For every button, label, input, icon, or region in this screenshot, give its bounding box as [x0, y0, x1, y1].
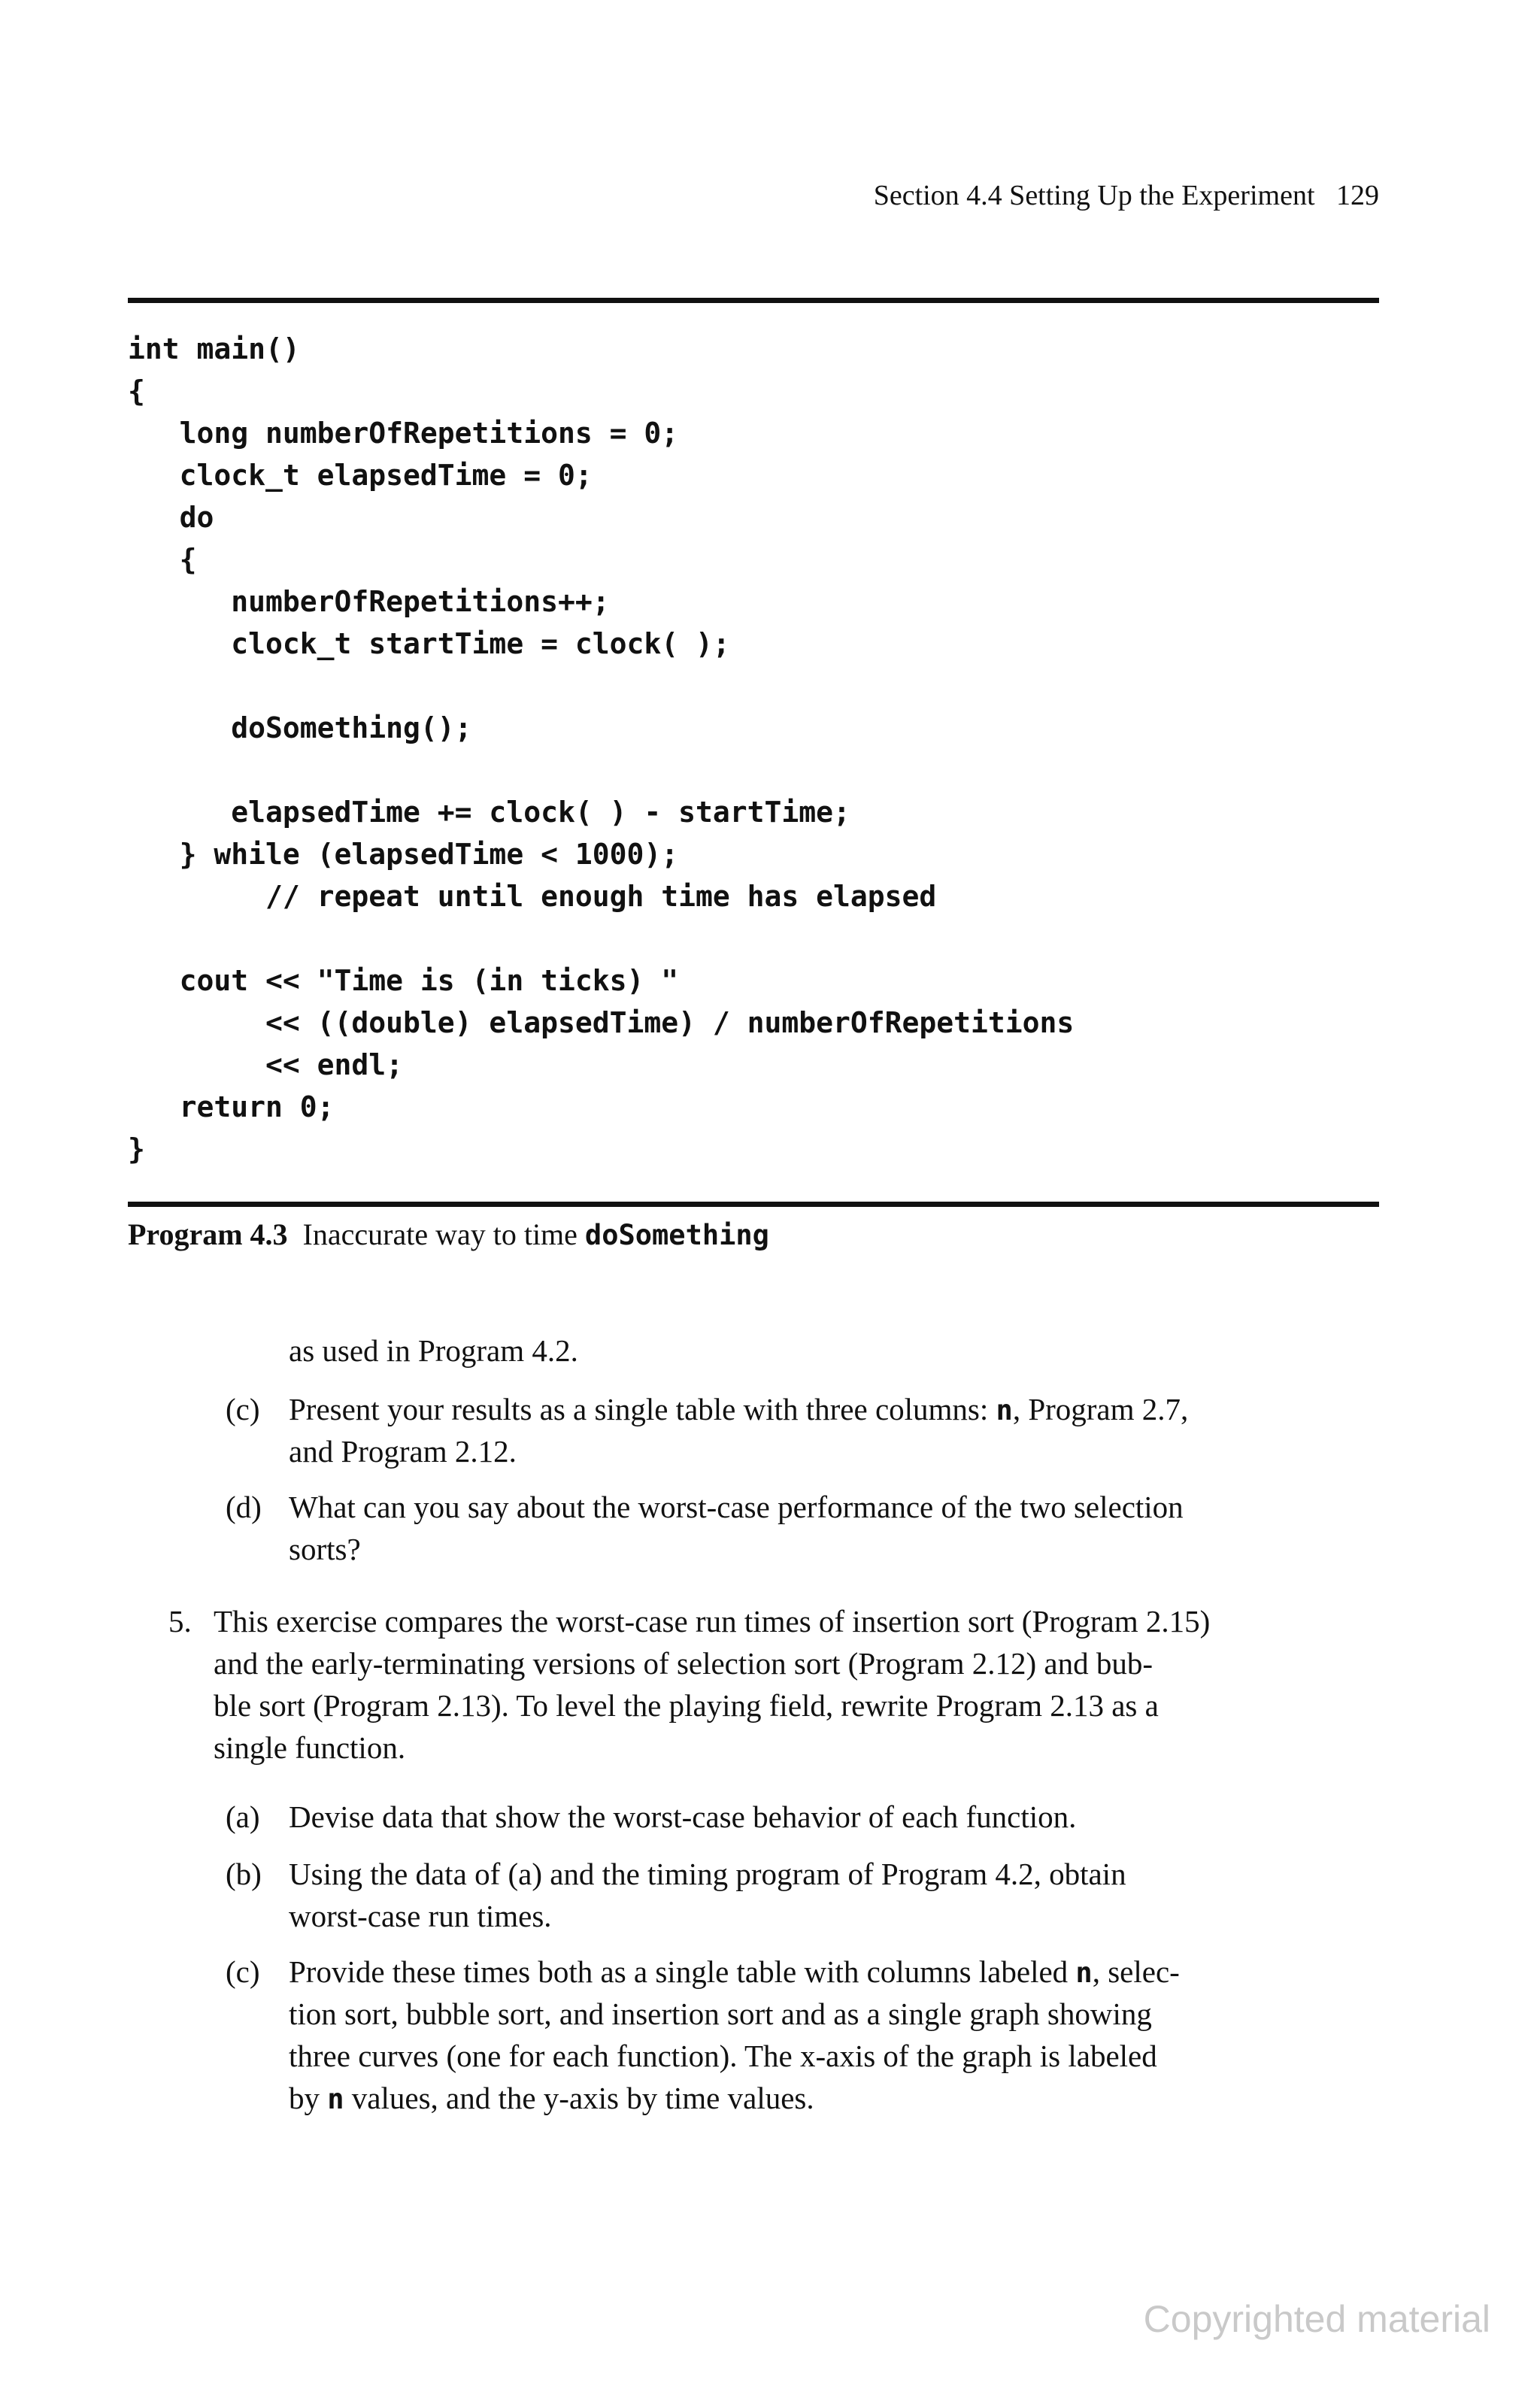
caption-text: Inaccurate way to time [302, 1217, 585, 1251]
exercise-5-marker: 5. [168, 1604, 192, 1639]
item-c-line-1: Present your results as a single table with three columns: n, Program 2.7, [289, 1392, 1189, 1426]
code-line: numberOfRepetitions++; [128, 585, 610, 618]
section-title: Section 4.4 Setting Up the Experiment [873, 180, 1315, 211]
code-line: << ((double) elapsedTime) / numberOfRepetitions [128, 1006, 1075, 1039]
code-line: doSomething(); [128, 711, 472, 744]
exercise-5-line-1: This exercise compares the worst-case run times of insertion sort (Program 2.15) [214, 1604, 1211, 1639]
code-line: int main() [128, 332, 300, 365]
item-d-line-1: What can you say about the worst-case performance of the two selection [289, 1490, 1184, 1524]
continuation-line: as used in Program 4.2. [289, 1333, 578, 1368]
item-d-line-2: sorts? [289, 1532, 361, 1566]
item-5c-line-3: three curves (one for each function). The x-axis of the graph is labeled [289, 2039, 1157, 2073]
code-line: clock_t startTime = clock( ); [128, 627, 730, 660]
item-c-line-2: and Program 2.12. [289, 1434, 517, 1469]
item-5c-line-1: Provide these times both as a single table with columns labeled n, selec- [289, 1954, 1180, 1989]
program-caption [128, 1217, 769, 1252]
code-line: long numberOfRepetitions = 0; [128, 417, 679, 450]
item-5b-line-1: Using the data of (a) and the timing program of Program 4.2, obtain [289, 1857, 1126, 1891]
item-5a-marker: (a) [226, 1799, 260, 1834]
caption-code: doSomething [584, 1219, 769, 1251]
exercise-5-line-4: single function. [214, 1730, 406, 1765]
code-line: cout << "Time is (in ticks) " [128, 964, 679, 997]
code-line: { [128, 543, 197, 576]
copyright-watermark: Copyrighted material [1143, 2298, 1490, 2340]
item-5b-marker: (b) [226, 1857, 262, 1891]
bottom-rule [128, 1202, 1379, 1207]
code-line: } [128, 1132, 145, 1166]
exercise-5-line-2: and the early-terminating versions of selection sort (Program 2.12) and bub- [214, 1646, 1153, 1681]
item-c-marker: (c) [226, 1392, 260, 1426]
program-code-block [128, 328, 1074, 1170]
running-header [0, 179, 1379, 212]
code-line: do [128, 501, 214, 534]
item-5c-line-2: tion sort, bubble sort, and insertion sort and as a single graph showing [289, 1996, 1152, 2031]
item-d-marker: (d) [226, 1490, 262, 1524]
code-line [128, 665, 1074, 707]
code-line: elapsedTime += clock( ) - startTime; [128, 796, 850, 829]
code-line: { [128, 374, 145, 408]
item-5a-line-1: Devise data that show the worst-case behavior of each function. [289, 1799, 1077, 1834]
code-line: // repeat until enough time has elapsed [128, 880, 937, 913]
code-line: clock_t elapsedTime = 0; [128, 459, 593, 492]
item-5b-line-2: worst-case run times. [289, 1899, 552, 1933]
item-5c-marker: (c) [226, 1954, 260, 1989]
top-rule [128, 298, 1379, 303]
code-line [128, 749, 1074, 791]
page-number: 129 [1336, 180, 1379, 211]
code-line: << endl; [128, 1048, 404, 1081]
code-line: return 0; [128, 1090, 335, 1123]
exercise-5-line-3: ble sort (Program 2.13). To level the playing field, rewrite Program 2.13 as a [214, 1688, 1159, 1723]
code-line [128, 917, 1074, 960]
item-5c-line-4: by n values, and the y-axis by time values. [289, 2081, 814, 2115]
caption-label: Program 4.3 [128, 1217, 288, 1251]
code-line: } while (elapsedTime < 1000); [128, 838, 679, 871]
